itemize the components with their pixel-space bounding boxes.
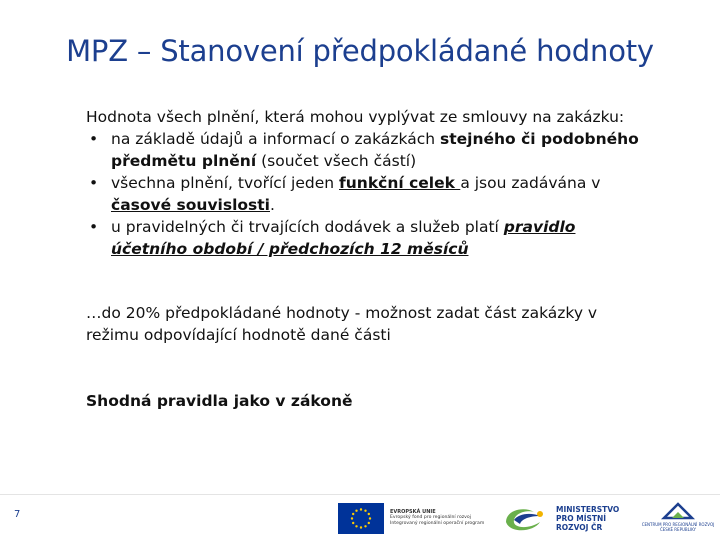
bullet-list: [86, 128, 646, 260]
ministry-logo-text: [556, 505, 619, 532]
bullet-emphasis: stejného či podobného předmětu plnění: [111, 130, 639, 170]
page-number: 7: [14, 509, 21, 520]
paragraph-threshold: …do 20% předpokládané hodnoty - možnost zadat část zakázky v režimu odpovídající hodnotě dané části: [86, 304, 598, 344]
bullet-emphasis: časové souvislosti: [111, 196, 270, 214]
bullet-marker: •: [89, 174, 99, 192]
bullet-text: u pravidelných či trvajících dodávek a služeb platí: [111, 218, 504, 236]
irop-swirl-icon: [500, 500, 548, 536]
bullet-emphasis: funkční celek: [339, 174, 461, 192]
bullet-item: [86, 216, 646, 260]
ministry-line: MINISTERSTVO: [556, 504, 620, 514]
bullet-item: [86, 172, 646, 216]
bullet-text: .: [270, 196, 275, 214]
eu-flag-icon: [338, 503, 384, 534]
regional-center-line: ČESKÉ REPUBLIKY: [659, 527, 696, 532]
footer-divider: [0, 494, 720, 495]
ministry-logo: [556, 500, 619, 536]
irop-logo: [500, 500, 548, 536]
paragraph-rules: Shodná pravidla jako v zákoně: [86, 392, 353, 410]
bullet-text: a jsou zadávána v: [460, 174, 601, 192]
bullet-emphasis: pravidlo účetního období / předchozích 12 měsíců: [111, 218, 576, 258]
ministry-line: PRO MÍSTNÍ: [556, 513, 607, 523]
slide-content: [86, 106, 646, 412]
intro-text: Hodnota všech plnění, která mohou vyplývat ze smlouvy na zakázku:: [86, 108, 625, 126]
eu-fund-line: Evropský fond pro regionální rozvoj: [390, 515, 471, 520]
bullet-text: na základě údajů a informací o zakázkách: [111, 130, 440, 148]
bullet-item: [86, 128, 646, 172]
bullet-marker: •: [89, 218, 99, 236]
regional-center-icon: [660, 500, 696, 522]
regional-center-line: CENTRUM PRO REGIONÁLNÍ ROZVOJ: [641, 522, 715, 527]
eu-program-line: Integrovaný regionální operační program: [390, 521, 485, 526]
bullet-marker: •: [89, 130, 99, 148]
slide-title: MPZ – Stanovení předpokládané hodnoty: [66, 34, 654, 68]
bullet-text: všechna plnění, tvořící jeden: [111, 174, 340, 192]
regional-center-logo: [640, 500, 716, 536]
eu-caption: EVROPSKÁ UNIE: [390, 509, 436, 515]
eu-logo: [338, 500, 520, 536]
bullet-text: (součet všech částí): [256, 152, 417, 170]
regional-center-text: [642, 522, 715, 532]
ministry-line: ROZVOJ ČR: [556, 522, 603, 532]
